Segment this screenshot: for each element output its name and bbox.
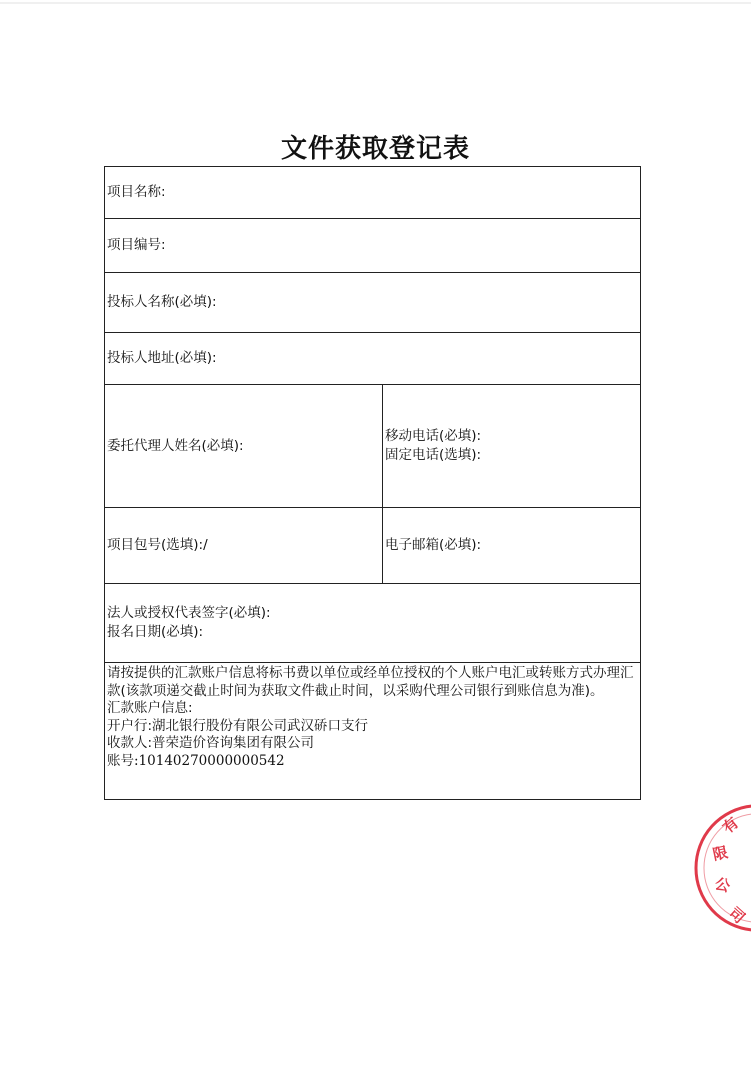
scan-edge [0, 2, 751, 4]
account-number-line: 账号:10140270000000542 [107, 752, 285, 769]
bank-line: 开户行:湖北银行股份有限公司武汉硚口支行 [107, 717, 369, 734]
package-number-label: 项目包号(选填):/ [107, 537, 208, 553]
company-seal-stamp [684, 798, 751, 938]
row-project-name [105, 167, 640, 219]
account-heading: 汇款账户信息: [107, 700, 193, 716]
project-name-label: 项目名称: [107, 184, 166, 200]
row-payment-notice [105, 663, 640, 799]
document-title: 文件获取登记表 [280, 134, 470, 164]
seal-char: 限 [711, 843, 730, 864]
payment-notice [107, 665, 634, 770]
payee-line: 收款人:普荣造价咨询集团有限公司 [107, 735, 315, 751]
row-bidder-address [105, 333, 640, 385]
agent-name-label: 委托代理人姓名(必填): [107, 437, 244, 454]
seal-char: 有 [719, 813, 743, 838]
mobile-phone-label: 移动电话(必填): [385, 428, 482, 444]
bidder-name-label: 投标人名称(必填): [107, 294, 217, 310]
row-project-number [105, 219, 640, 273]
bidder-address-label: 投标人地址(必填): [107, 350, 217, 366]
seal-char: 司 [725, 903, 749, 928]
email-label: 电子邮箱(必填): [385, 537, 482, 553]
landline-phone-label: 固定电话(选填): [385, 447, 482, 463]
row-bidder-name [105, 273, 640, 333]
seal-char: 公 [712, 874, 733, 896]
row-agent [105, 385, 640, 508]
registration-form [104, 166, 641, 800]
notice-paragraph: 请按提供的汇款账户信息将标书费以单位或经单位授权的个人账户电汇或转账方式办理汇款(该款项递交截止时间为获取文件截止时间，以采购代理公司银行到账信息为准)。 [107, 665, 634, 699]
row-signature [105, 584, 640, 663]
row-package-email [105, 508, 640, 584]
registration-date-label: 报名日期(必填): [107, 624, 204, 640]
project-number-label: 项目编号: [107, 237, 166, 253]
legal-signature-label: 法人或授权代表签字(必填): [107, 605, 271, 621]
